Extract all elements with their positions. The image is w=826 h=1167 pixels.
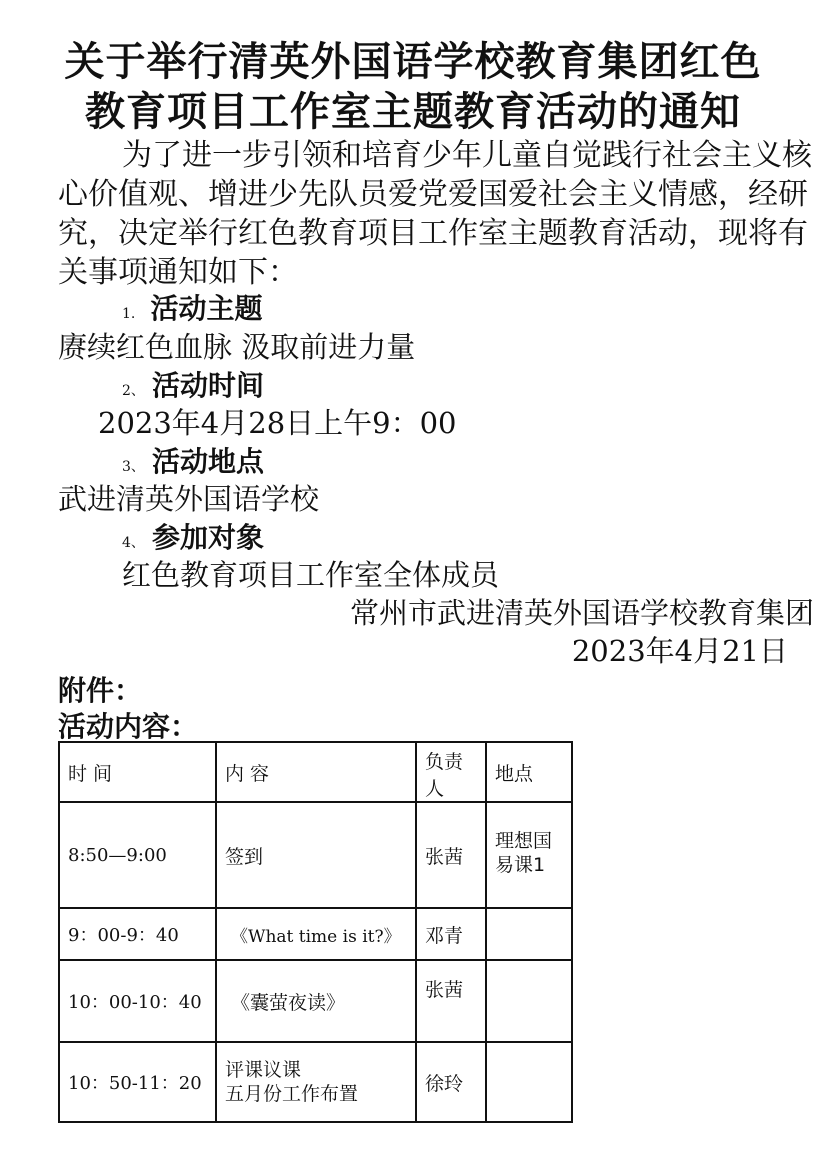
header-person: 负责人: [416, 742, 486, 802]
row-content-line: 五月份工作布置: [225, 1083, 359, 1105]
row-content: 《What time is it?》: [216, 908, 416, 960]
table-header-row: [59, 742, 572, 802]
row-place-line: 理想国: [495, 830, 553, 852]
activity-schedule-table: [58, 741, 573, 1123]
intro-paragraph: [58, 136, 818, 292]
section-2-heading-row: [122, 364, 264, 404]
row-place: [486, 960, 572, 1042]
row-person: 张茜: [416, 960, 486, 1042]
header-content: 内 容: [216, 742, 416, 802]
row-person: 邓青: [416, 908, 486, 960]
row-place: [486, 908, 572, 960]
section-4-content: 红色教育项目工作室全体成员: [122, 558, 500, 592]
section-heading: 活动主题: [150, 292, 263, 325]
row-time: 10：50-11：20: [59, 1042, 216, 1122]
row-content-line: 评课议课: [225, 1059, 302, 1081]
row-time: 8:50—9:00: [59, 802, 216, 908]
section-number: 4、: [122, 535, 145, 551]
row-time: 9：00-9：40: [59, 908, 216, 960]
table-row: [59, 1042, 572, 1122]
activity-content-label: 活动内容：: [58, 710, 199, 743]
row-person: 张茜: [416, 802, 486, 908]
section-3-content: 武进清英外国语学校: [58, 482, 320, 516]
section-2-content: 2023年4月28日上午9：00: [98, 406, 457, 440]
section-1-content: 赓续红色血脉 汲取前进力量: [58, 330, 416, 364]
section-number: 2、: [122, 383, 145, 399]
section-number: 3、: [122, 459, 145, 475]
row-place-line: 易课1: [495, 854, 546, 876]
row-content: 签到: [216, 802, 416, 908]
row-place: [486, 802, 572, 908]
section-4-heading-row: [122, 516, 264, 556]
intro-text: 为了进一步引领和培育少年儿童自觉践行社会主义核心价值观、增进少先队员爱党爱国爱社会主义情感，经研究，决定举行红色教育项目工作室主题教育活动，现将有关事项通知如下：: [58, 138, 812, 290]
row-person: 徐玲: [416, 1042, 486, 1122]
section-number: 1.: [122, 306, 136, 322]
row-time: 10：00-10：40: [59, 960, 216, 1042]
table-row: [59, 960, 572, 1042]
row-content: 《囊萤夜读》: [216, 960, 416, 1042]
table-row: [59, 802, 572, 908]
header-time: 时 间: [59, 742, 216, 802]
signature-organization: 常州市武进清英外国语学校教育集团: [349, 596, 814, 630]
header-place: 地点: [486, 742, 572, 802]
row-place: [486, 1042, 572, 1122]
section-3-heading-row: [122, 440, 264, 480]
signature-date: 2023年4月21日: [571, 634, 788, 668]
table-row: [59, 908, 572, 960]
notice-title-line-2: 教育项目工作室主题教育活动的通知: [85, 89, 741, 135]
attachment-label: 附件：: [58, 674, 143, 707]
section-1-heading-row: [122, 287, 262, 327]
section-heading: 活动地点: [152, 445, 265, 478]
row-content: [216, 1042, 416, 1122]
section-heading: 活动时间: [152, 369, 265, 402]
notice-title-line-1: 关于举行清英外国语学校教育集团红色: [64, 39, 762, 85]
section-heading: 参加对象: [152, 521, 265, 554]
